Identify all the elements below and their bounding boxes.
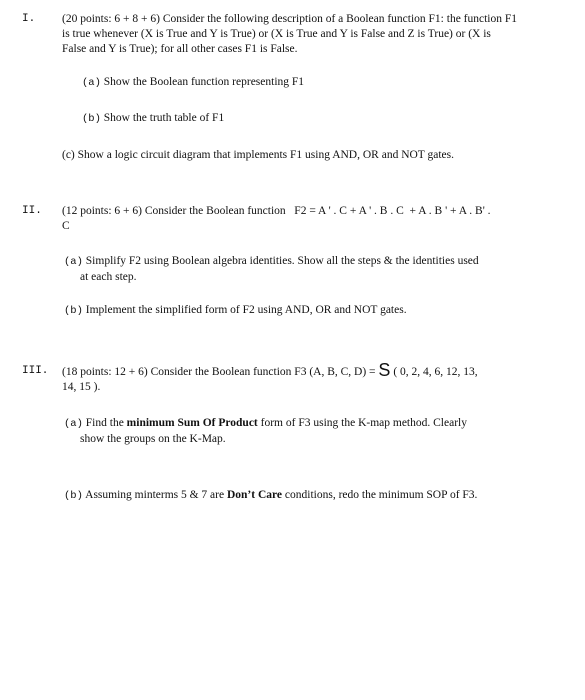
part-text-bold: minimum Sum Of Product — [126, 417, 258, 429]
part-label: (b) — [64, 305, 83, 317]
question-2-intro-line-2: C — [62, 220, 70, 232]
part-text: Show the Boolean function representing F1 — [103, 76, 305, 88]
question-3 — [22, 360, 522, 395]
part-text: Simplify F2 using Boolean algebra identities. Show all the steps & the identities used — [85, 255, 479, 267]
question-3-intro-line-2: 14, 15 ). — [62, 381, 101, 393]
question-1-part-c — [62, 148, 522, 163]
question-3-intro-text: (18 points: 12 + 6) Consider the Boolean function F3 (A, B, C, D) = — [62, 366, 379, 378]
question-1-part-b — [82, 111, 522, 127]
part-text: Implement the simplified form of F2 using AND, OR and NOT gates. — [85, 304, 407, 316]
question-3-number: III. — [22, 365, 49, 377]
part-text-before: Assuming minterms 5 & 7 are — [85, 489, 227, 501]
question-3-part-b — [64, 488, 520, 504]
question-1-number: I. — [22, 13, 36, 25]
part-text-bold: Don’t Care — [226, 489, 283, 501]
question-2-part-a — [64, 254, 520, 285]
part-label: (c) — [62, 149, 75, 161]
part-text-after: conditions, redo the minimum SOP of F3. — [282, 489, 478, 501]
question-1-intro: (20 points: 6 + 8 + 6) Consider the following description of a Boolean function F1: the function F1 is true whenever (X is True and Y is True) or (X is True and Y is False and Z is True) or (X is False and Y is True); for all other cases F1 is False. — [62, 13, 518, 55]
question-1-part-a — [82, 75, 522, 91]
part-label: (a) — [64, 256, 83, 268]
question-1 — [22, 12, 518, 57]
part-label: (a) — [64, 418, 83, 430]
question-3-minterms: ( 0, 2, 4, 6, 12, 13, — [393, 366, 478, 378]
part-text: Show the truth table of F1 — [103, 112, 225, 124]
question-3-intro-line-1 — [62, 360, 522, 380]
part-label: (a) — [82, 77, 101, 89]
question-2-part-b — [64, 303, 520, 319]
question-2-intro-line-1: (12 points: 6 + 6) Consider the Boolean function F2 = A ' . C + A ' . B . C + A . B ' + A . B' . — [62, 205, 491, 217]
part-label: (b) — [82, 113, 101, 125]
part-text: Show a logic circuit diagram that implements F1 using AND, OR and NOT gates. — [77, 149, 455, 161]
question-2 — [22, 204, 518, 234]
question-2-number: II. — [22, 205, 42, 217]
part-label: (b) — [64, 490, 83, 502]
part-text-before: Find the — [85, 417, 127, 429]
sum-symbol: S — [378, 360, 391, 380]
part-text-continued: at each step. — [80, 271, 137, 283]
part-text-continued: show the groups on the K-Map. — [80, 433, 226, 445]
part-text-after: form of F3 using the K-map method. Clearly — [257, 417, 467, 429]
question-3-part-a — [64, 416, 520, 447]
